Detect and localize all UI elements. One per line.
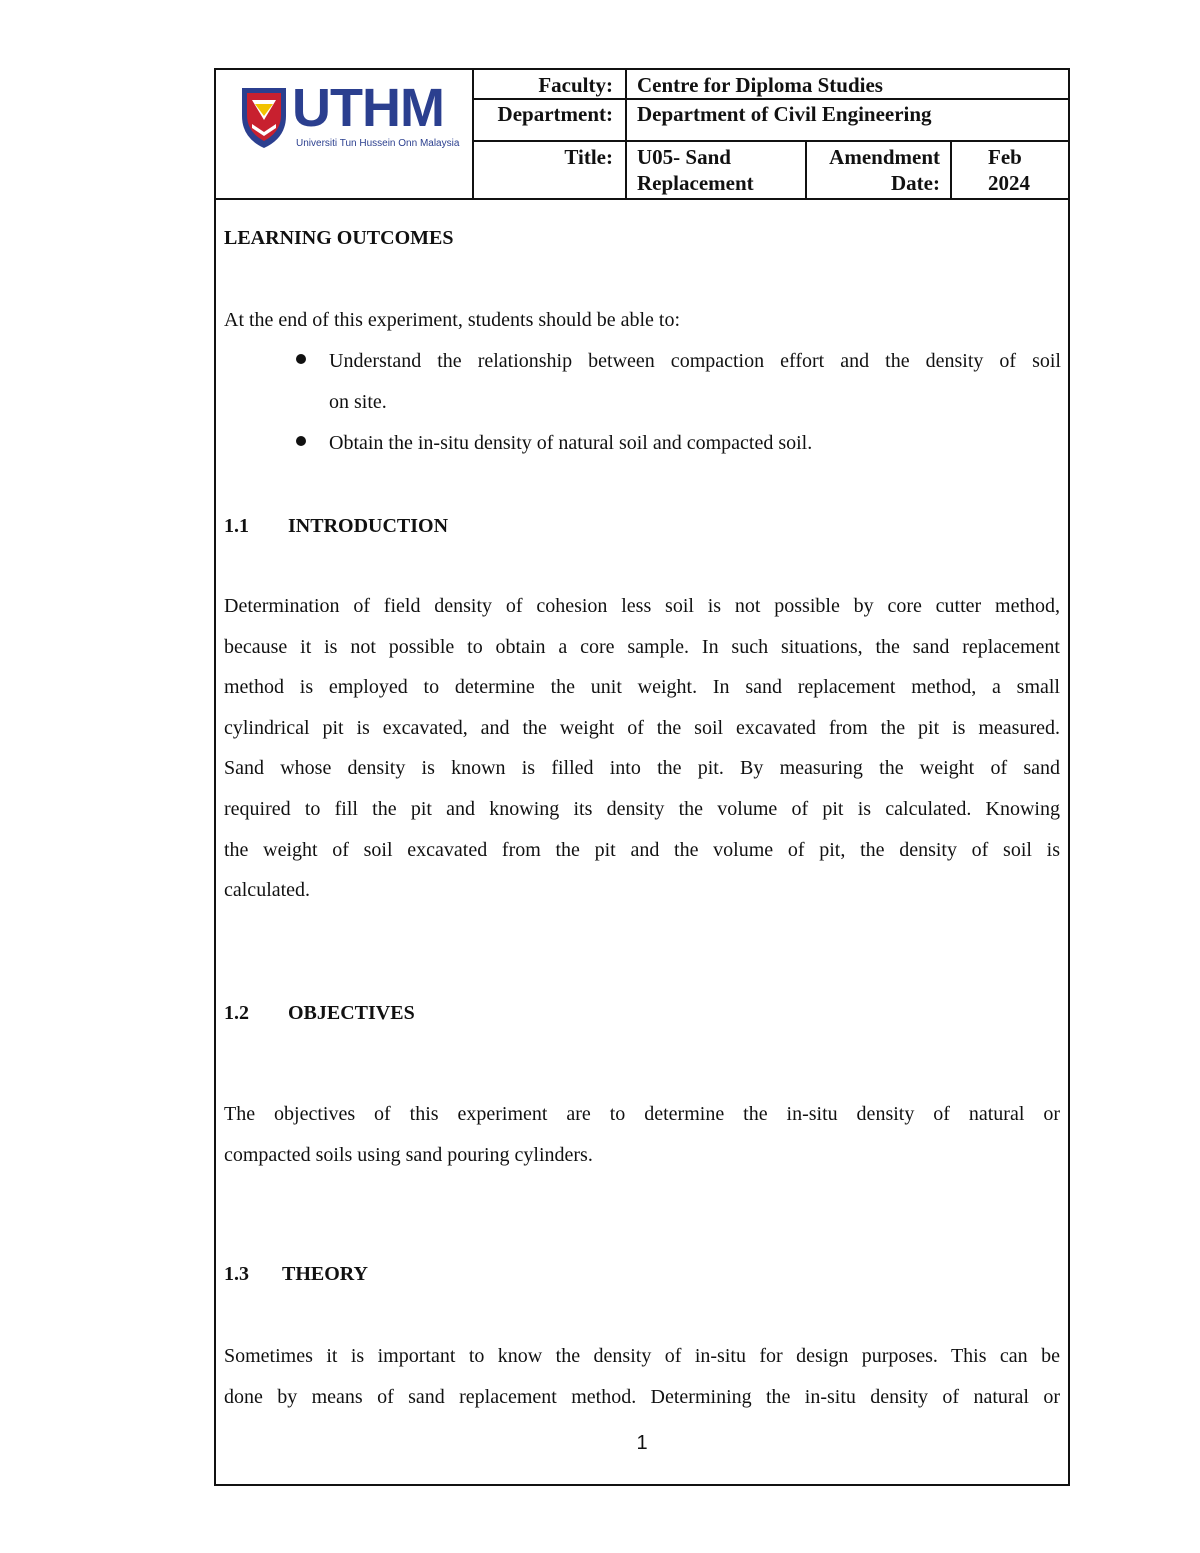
document-header: [216, 70, 1068, 200]
amendment-value-line: Feb: [988, 145, 1022, 169]
header-divider: [625, 70, 627, 198]
page-number: 1: [636, 1432, 648, 1454]
logo-text: UTHM: [292, 78, 444, 138]
paragraph-line: The objectives of this experiment are to determine the in-situ density of natural or: [224, 1103, 1060, 1125]
section-number: 1.2: [224, 1002, 249, 1024]
amendment-date-label: [807, 144, 948, 196]
amendment-label-line: Amendment: [829, 145, 940, 169]
paragraph-line: Determination of field density of cohesion less soil is not possible by core cutter method,: [224, 595, 1060, 617]
paragraph-line: cylindrical pit is excavated, and the weight of the soil excavated from the pit is measured.: [224, 716, 1060, 739]
outcome-line: on site.: [329, 390, 387, 413]
learning-outcomes-heading: LEARNING OUTCOMES: [224, 227, 454, 249]
paragraph-line: calculated.: [224, 879, 311, 902]
section-title-theory: THEORY: [282, 1263, 368, 1285]
paragraph-line: required to fill the pit and knowing its density the volume of pit is calculated. Knowing: [224, 797, 1060, 820]
title-label: Title:: [564, 145, 613, 169]
section-number: 1.3: [224, 1263, 249, 1285]
uthm-logo: [238, 78, 468, 152]
amendment-date-value: [952, 144, 1066, 196]
section-number: 1.1: [224, 515, 249, 537]
paragraph-line: Sometimes it is important to know the density of in-situ for design purposes. This can be: [224, 1345, 1060, 1367]
amendment-value-line: 2024: [988, 171, 1030, 195]
paragraph-line: the weight of soil excavated from the pit and the volume of pit, the density of soil is: [224, 838, 1060, 861]
amendment-label-line: Date:: [891, 171, 940, 195]
bullet-icon: [296, 351, 306, 369]
paragraph-line: method is employed to determine the unit weight. In sand replacement method, a small: [224, 676, 1060, 699]
bullet-icon: [296, 433, 306, 451]
title-value-line: U05- Sand: [637, 145, 731, 169]
paragraph-line: because it is not possible to obtain a core sample. In such situations, the sand replacement: [224, 635, 1060, 658]
paragraph-line: Sand whose density is known is filled into the pit. By measuring the weight of sand: [224, 757, 1060, 780]
header-divider: [472, 140, 1068, 142]
introduction-paragraph: [224, 586, 1060, 911]
paragraph-line: done by means of sand replacement method. Determining the in-situ density of natural or: [224, 1385, 1060, 1408]
department-label: Department:: [497, 102, 613, 126]
learning-outcomes-intro: At the end of this experiment, students should be able to:: [224, 309, 681, 331]
theory-paragraph: [224, 1336, 1060, 1417]
outcome-item: [329, 423, 1061, 464]
objectives-paragraph: [224, 1094, 1060, 1175]
outcome-item: [329, 341, 1061, 422]
page-frame: [214, 68, 1070, 1486]
section-title-objectives: OBJECTIVES: [288, 1002, 415, 1024]
outcome-line: Understand the relationship between compaction effort and the density of soil: [329, 350, 1061, 372]
logo-subtext: Universiti Tun Hussein Onn Malaysia: [296, 138, 460, 149]
header-divider: [472, 98, 1068, 100]
title-value-line: Replacement: [637, 171, 754, 195]
section-title-introduction: INTRODUCTION: [288, 515, 449, 537]
outcome-line: Obtain the in-situ density of natural soil and compacted soil.: [329, 432, 813, 454]
paragraph-line: compacted soils using sand pouring cylinders.: [224, 1143, 593, 1166]
title-value: [637, 144, 803, 196]
faculty-value: Centre for Diploma Studies: [637, 73, 883, 97]
faculty-label: Faculty:: [538, 73, 613, 97]
department-value: Department of Civil Engineering: [637, 102, 932, 126]
